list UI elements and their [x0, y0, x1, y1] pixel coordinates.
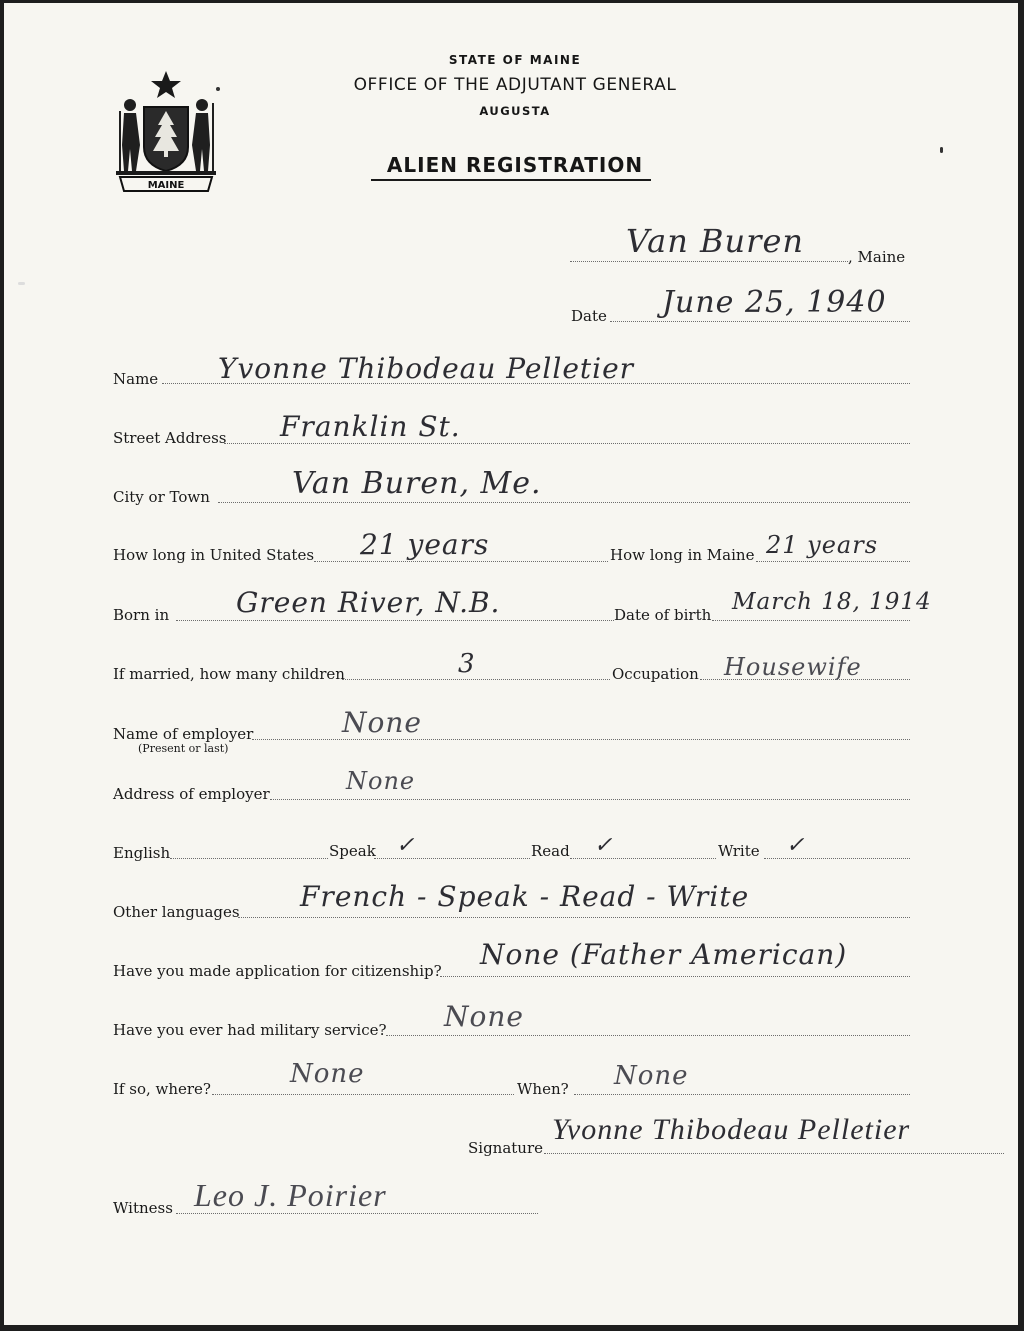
signature-value: Yvonne Thibodeau Pelletier [552, 1113, 911, 1146]
write-label: Write [718, 842, 760, 860]
when-label: When? [517, 1080, 569, 1098]
citizenship-dotline [440, 976, 910, 977]
employer-name-label: Name of employer [113, 725, 254, 743]
how-long-maine-dotline [756, 561, 910, 562]
speak-label: Speak [329, 842, 376, 860]
children-dotline [342, 679, 610, 680]
employer-name-sublabel: (Present or last) [138, 742, 229, 755]
where-dotline [212, 1094, 514, 1095]
born-in-label: Born in [113, 606, 170, 624]
employer-name-value: None [342, 706, 422, 739]
place-value: Van Buren [626, 222, 804, 260]
citizenship-value: None (Father American) [480, 938, 848, 971]
date-dotline [610, 321, 910, 322]
read-value: ✓ [594, 833, 614, 858]
street-address-value: Franklin St. [280, 410, 461, 443]
military-label: Have you ever had military service? [113, 1021, 387, 1039]
how-long-us-dotline [314, 561, 608, 562]
svg-text:MAINE: MAINE [147, 180, 185, 191]
date-label: Date [571, 307, 607, 325]
date-value: June 25, 1940 [662, 285, 887, 320]
witness-label: Witness [113, 1199, 173, 1217]
city-or-town-dotline [218, 502, 910, 503]
date-of-birth-value: March 18, 1914 [732, 589, 932, 615]
header-state: STATE OF MAINE [448, 53, 582, 67]
employer-address-value: None [346, 767, 416, 795]
how-long-maine-value: 21 years [766, 531, 879, 559]
place-dotline [570, 261, 848, 262]
witness-dotline [176, 1213, 538, 1214]
signature-label: Signature [468, 1139, 544, 1157]
where-value: None [290, 1059, 365, 1089]
how-long-us-value: 21 years [360, 528, 490, 561]
employer-name-dotline [252, 739, 910, 740]
scan-mark [940, 147, 943, 153]
street-address-dotline [224, 443, 910, 444]
header-city: AUGUSTA [479, 104, 551, 118]
occupation-label: Occupation [612, 665, 699, 683]
where-label: If so, where? [113, 1080, 211, 1098]
military-value: None [444, 1000, 524, 1033]
place-suffix: , Maine [848, 248, 906, 266]
military-dotline [386, 1035, 910, 1036]
city-or-town-label: City or Town [113, 488, 210, 506]
when-value: None [614, 1061, 689, 1091]
how-long-maine-label: How long in Maine [610, 546, 755, 564]
form-title: ALIEN REGISTRATION [386, 153, 644, 177]
employer-address-label: Address of employer [113, 785, 270, 803]
english-dotline [170, 858, 328, 859]
born-in-dotline [176, 620, 614, 621]
other-languages-value: French - Speak - Read - Write [300, 880, 750, 913]
signature-dotline [544, 1153, 1004, 1154]
children-value: 3 [458, 649, 476, 679]
title-underline [371, 179, 651, 181]
registration-form-page [4, 3, 1018, 1325]
citizenship-label: Have you made application for citizenship? [113, 962, 442, 980]
english-label: English [113, 844, 171, 862]
read-dotline [570, 858, 716, 859]
born-in-value: Green River, N.B. [236, 586, 501, 619]
when-dotline [574, 1094, 910, 1095]
street-address-label: Street Address [113, 429, 227, 447]
date-of-birth-dotline [712, 620, 910, 621]
how-long-us-label: How long in United States [113, 546, 315, 564]
city-or-town-value: Van Buren, Me. [292, 466, 542, 501]
occupation-value: Housewife [724, 653, 862, 681]
write-value: ✓ [786, 833, 806, 858]
other-languages-dotline [238, 917, 910, 918]
name-value: Yvonne Thibodeau Pelletier [218, 352, 635, 385]
other-languages-label: Other languages [113, 903, 240, 921]
scan-mark [18, 282, 25, 285]
speak-dotline [374, 858, 530, 859]
witness-value: Leo J. Poirier [194, 1177, 387, 1213]
name-label: Name [113, 370, 159, 388]
speak-value: ✓ [396, 833, 416, 858]
header-office: OFFICE OF THE ADJUTANT GENERAL [353, 75, 677, 95]
scan-mark [216, 87, 220, 91]
read-label: Read [531, 842, 570, 860]
date-of-birth-label: Date of birth [614, 606, 712, 624]
children-label: If married, how many children [113, 665, 345, 683]
write-dotline [764, 858, 910, 859]
employer-address-dotline [270, 799, 910, 800]
